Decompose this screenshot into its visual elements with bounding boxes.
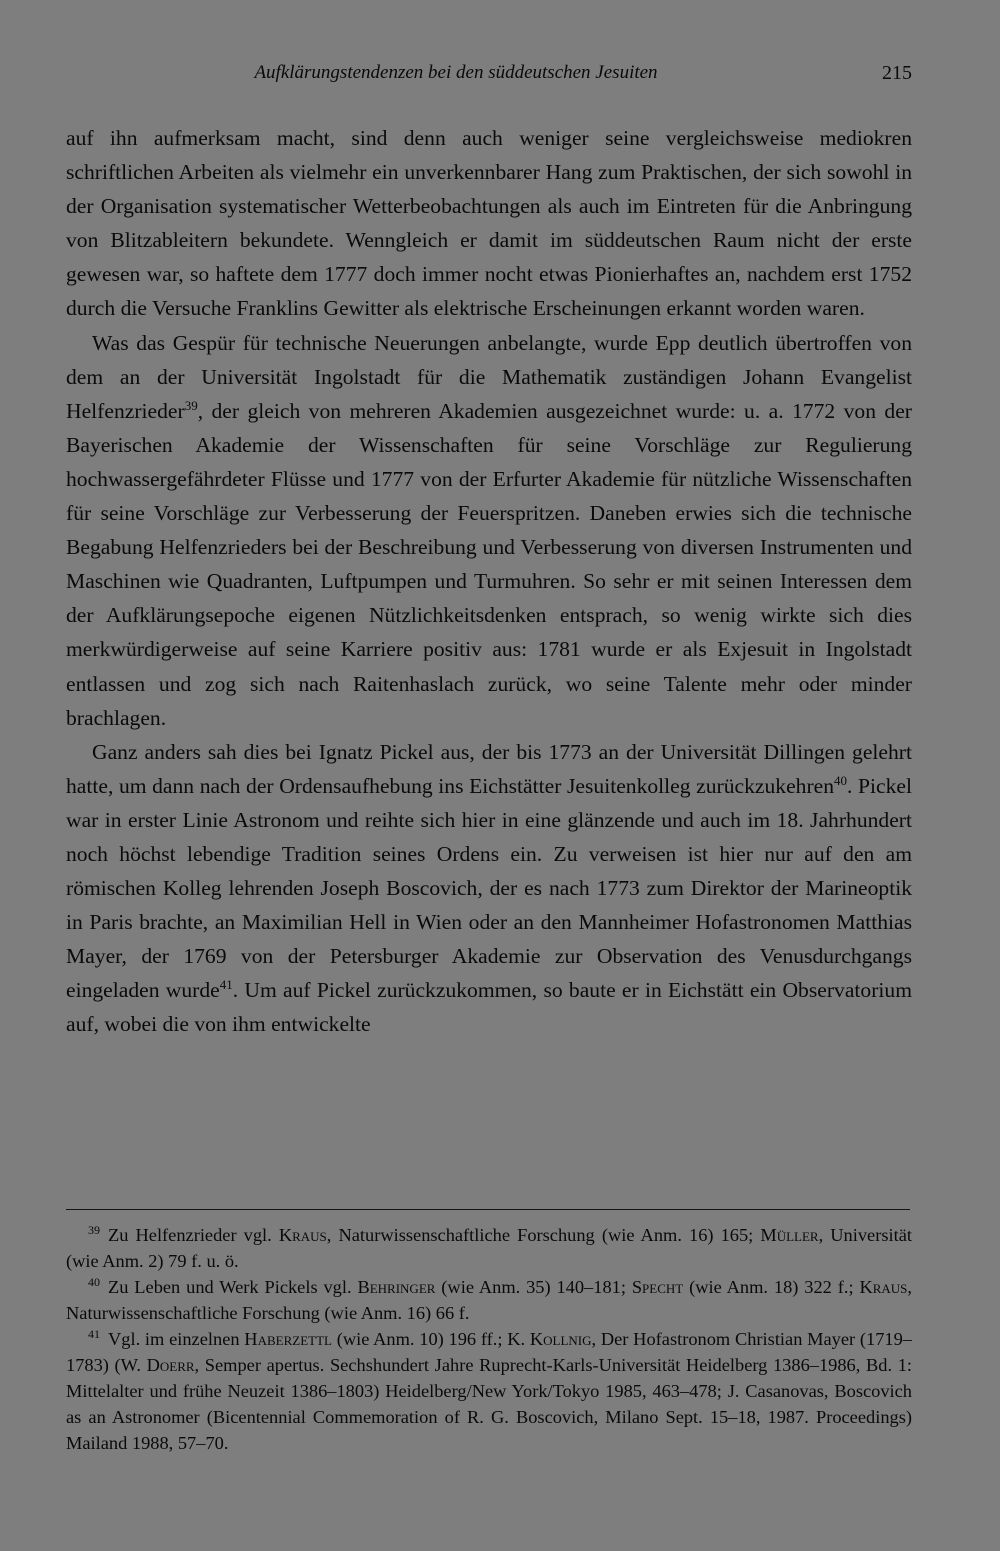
footnote-text: (wie Anm. 35) 140–181;: [435, 1277, 632, 1297]
footnote-ref-39[interactable]: 39: [184, 397, 198, 413]
paragraph-text: Was das Gespür für technische Neuerungen anbelangte, wurde Epp deutlich übertroffen von dem an der Universität Ingolstadt für die Mathematik zuständigen Johann Evangelist Helfenzrieder: [66, 330, 912, 423]
author-name: Müller: [760, 1225, 819, 1245]
footnote-ref-40[interactable]: 40: [834, 772, 848, 788]
footnote-41: [66, 1326, 912, 1456]
paragraph-text: Ganz anders sah dies bei Ignatz Pickel aus, der bis 1773 an der Universität Dillingen gelehrt hatte, um dann nach der Ordensaufhebung ins Eichstätter Jesuitenkolleg zurückzukehren: [66, 739, 912, 798]
footnote-text: (wie Anm. 18) 322 f.;: [683, 1277, 860, 1297]
footnote-text: , Naturwissenschaftliche Forschung (wie Anm. 16) 66 f.: [66, 1277, 913, 1323]
footnote-text: Zu Helfenzrieder vgl.: [108, 1225, 279, 1245]
author-name: Kollnig: [529, 1329, 592, 1349]
footnote-number: 39: [88, 1222, 100, 1237]
footnote-text: , Semper apertus. Sechshundert Jahre Ruprecht-Karls-Universität Heidelberg 1386–1986, Bd. 1: Mittelalter und frühe Neuzeit 1386–1803) Heidelberg/New York/Tokyo 1985, 463–478; J. Casanovas, Boscovich as an Astronomer (Bicentennial Commemoration of R. G. Boscovich, Milano Sept. 15–18, 1987. Proceedings) Mailand 1988, 57–70.: [66, 1355, 912, 1453]
paragraph-2: [66, 326, 912, 735]
footnote-39: [66, 1222, 912, 1274]
paragraph-text: auf ihn aufmerksam macht, sind denn auch weniger seine vergleichsweise mediokren schriftlichen Arbeiten als vielmehr ein unverkennbarer Hang zum Praktischen, der sich sowohl in der Organisation systematischer Wetterbeobachtungen als auch im Eintreten für die Anbringung von Blitzableitern bekundete. Wenngleich er damit im süddeutschen Raum nicht der erste gewesen war, so haftete dem 1777 doch immer nocht etwas Pionierhaftes an, nachdem erst 1752 durch die Versuche Franklins Gewitter als elektrische Erscheinungen erkannt worden waren.: [66, 126, 912, 321]
footnote-text: Vgl. im einzelnen: [108, 1329, 245, 1349]
main-text: [66, 121, 912, 1042]
footnote-40: [66, 1274, 912, 1326]
paragraph-text: . Um auf Pickel zurückzukommen, so baute er in Eichstätt ein Observatorium auf, wobei die von ihm entwickelte: [66, 978, 912, 1037]
footnotes: [66, 1222, 912, 1456]
footnote-text: , Naturwissenschaftliche Forschung (wie Anm. 16) 165;: [326, 1225, 761, 1245]
paragraph-text: , der gleich von mehreren Akademien ausgezeichnet wurde: u. a. 1772 von der Bayerischen Akademie der Wissenschaften für seine Vorschläge zur Regulierung hochwassergefährdeter Flüsse und 1777 von der Erfurter Akademie für nützliche Wissenschaften für seine Vorschläge zur Verbesserung der Feuerspritzen. Daneben erwies sich die technische Begabung Helfenzrieders bei der Beschreibung und Verbesserung von diversen Instrumenten und Maschinen wie Quadranten, Luftpumpen und Turmuhren. So sehr er mit seinen Interessen dem der Aufklärungsepoche eigenen Nützlichkeitsdenken entsprach, so wenig wirkte sich dies merkwürdigerweise auf seine Karriere positiv aus: 1781 wurde er als Exjesuit in Ingolstadt entlassen und zog sich nach Raitenhaslach zurück, wo seine Talente mehr oder minder brachlagen.: [66, 398, 912, 730]
paragraph-3: [66, 735, 912, 1042]
footnote-divider: [66, 1209, 910, 1210]
book-page: [66, 0, 912, 1551]
author-name: Kraus: [278, 1225, 327, 1245]
footnote-ref-41[interactable]: 41: [219, 977, 233, 993]
footnote-number: 41: [88, 1326, 100, 1341]
paragraph-1: [66, 121, 912, 326]
author-name: Specht: [631, 1277, 684, 1297]
author-name: Behringer: [357, 1277, 436, 1297]
author-name: Doerr: [146, 1355, 195, 1375]
running-title: Aufklärungstendenzen bei den süddeutschen Jesuiten: [254, 62, 658, 83]
page-number: 215: [882, 62, 912, 84]
running-header: [66, 58, 912, 90]
paragraph-text: . Pickel war in erster Linie Astronom und reihte sich hier in eine glänzende und auch im 18. Jahrhundert noch höchst lebendige Tradition seines Ordens ein. Zu verweisen ist hier nur auf den am römischen Kolleg lehrenden Joseph Boscovich, der es nach 1773 zum Direktor der Marineoptik in Paris brachte, an Maximilian Hell in Wien oder an den Mannheimer Hofastronomen Matthias Mayer, der 1769 von der Petersburger Akademie zur Observation des Venusdurchgangs eingeladen wurde: [66, 773, 912, 1003]
footnote-text: , Universität (wie Anm. 2) 79 f. u. ö.: [66, 1225, 912, 1271]
author-name: Kraus: [859, 1277, 908, 1297]
footnote-text: Zu Leben und Werk Pickels vgl.: [108, 1277, 358, 1297]
footnote-number: 40: [88, 1274, 100, 1289]
author-name: Haberzettl: [244, 1329, 332, 1349]
footnote-text: , Der Hofastronom Christian Mayer (1719–1783) (W.: [66, 1329, 912, 1375]
footnote-text: (wie Anm. 10) 196 ff.; K.: [331, 1329, 530, 1349]
